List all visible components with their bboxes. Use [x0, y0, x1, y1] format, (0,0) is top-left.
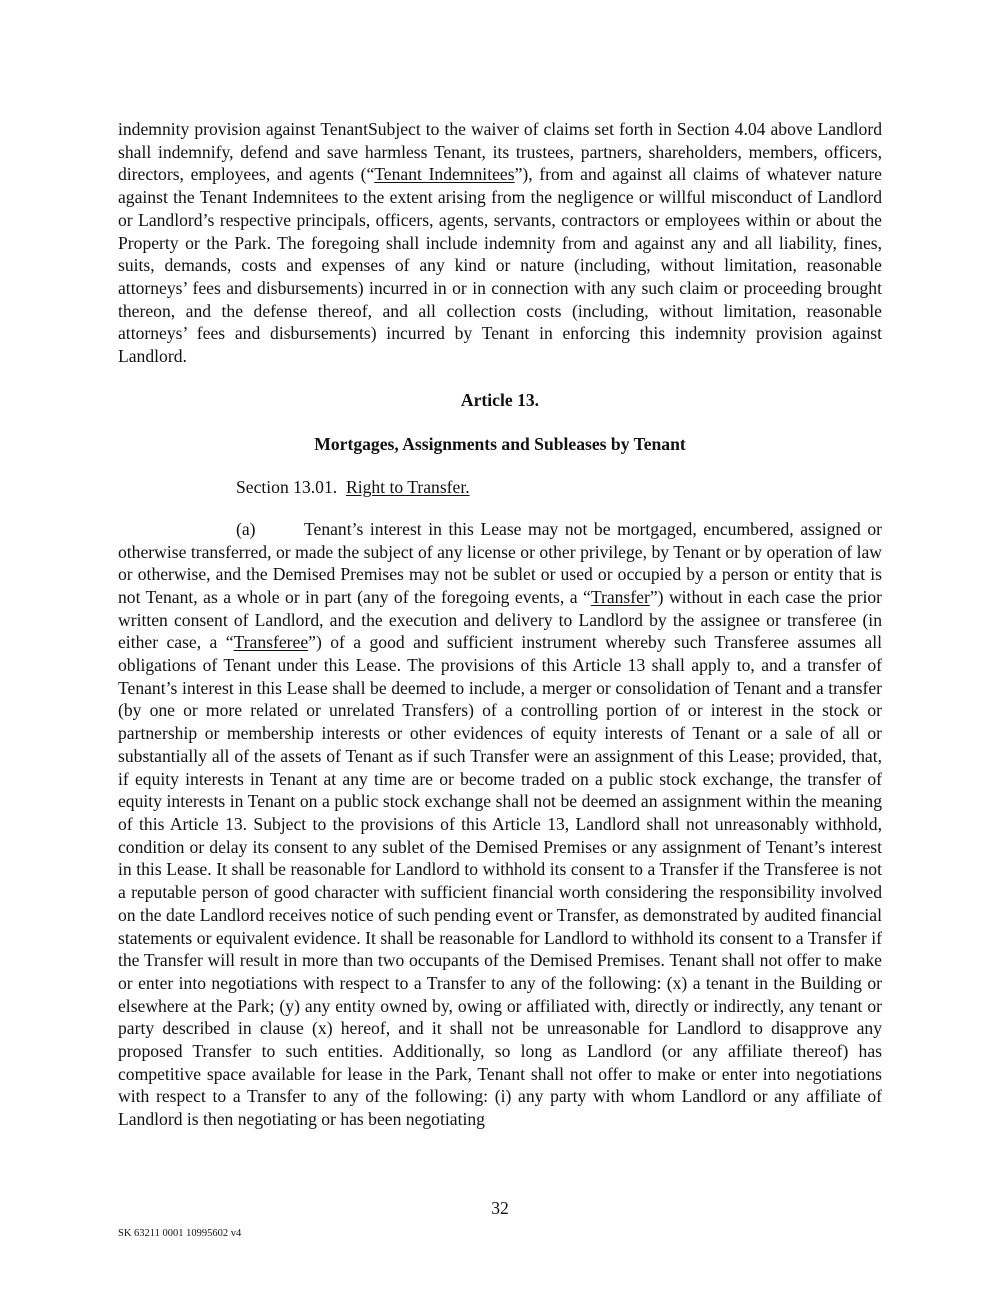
indemnity-text-part2: ”), from and against all claims of whatever nature against the Tenant Indemnitees to the extent arising from the negligence or willful misconduct of Landlord or Landlord’s respective principals, officers, agents, servants, contractors or employees within or about the Property or the Park. The foregoing shall include indemnity from and against any and all liability, fines, suits, demands, costs and expenses of any kind or nature (including, without limitation, reasonable attorneys’ fees and disbursements) incurred in or in connection with any such claim or proceeding brought thereon, and the defense thereof, and all collection costs (including, without limitation, reasonable attorneys’ fees and disbursements) incurred by Tenant in enforcing this indemnity provision against Landlord. — [118, 164, 882, 367]
clause-a-paragraph — [118, 518, 882, 1131]
indemnity-text-part1: indemnity provision against TenantSubject to the waiver of claims set forth in Section 4.04 above Landlord shall indemnify, defend and save harmless Tenant, its trustees, partners, shareholders, members, officers, directors, employees, and agents (“ — [118, 119, 882, 185]
article-title: Mortgages, Assignments and Subleases by Tenant — [314, 434, 686, 455]
document-page — [118, 118, 882, 1131]
article-heading: Article 13. — [460, 389, 540, 410]
section-heading — [118, 476, 882, 499]
defined-term-transfer: Transfer — [590, 586, 650, 607]
clause-a-text-part3: ”) of a good and sufficient instrument whereby such Transferee assumes all obligations of Tenant under this Lease. The provisions of this Article 13 shall apply to, and a transfer of Tenant’s interest in this Lease shall be deemed to include, a merger or consolidation of Tenant and a transfer (by one or more related or unrelated Transfers) of a controlling portion of or interest in the stock or partnership or membership interests or other evidences of equity interests of Tenant or a sale of all or substantially all of the assets of Tenant as if such Transfer were an assignment of this Lease; provided, that, if equity interests in Tenant at any time are or become traded on a public stock exchange, the transfer of equity interests in Tenant on a public stock exchange shall not be deemed an assignment within the meaning of this Article 13. Subject to the provisions of this Article 13, Landlord shall not unreasonably withhold, condition or delay its consent to any sublet of the Demised Premises or any assignment of Tenant’s interest in this Lease. It shall be reasonable for Landlord to withhold its consent to a Transfer if the Transferee is not a reputable person of good character with sufficient financial worth considering the responsibility involved on the date Landlord receives notice of such pending event or Transfer, as demonstrated by audited financial statements or equivalent evidence. It shall be reasonable for Landlord to withhold its consent to a Transfer if the Transfer will result in more than two occupants of the Demised Premises. Tenant shall not offer to make or enter into negotiations with respect to a Transfer to any of the following: (x) a tenant in the Building or elsewhere at the Park; (y) any entity owned by, owing or affiliated with, directly or indirectly, any tenant or party described in clause (x) hereof, and it shall not be unreasonable for Landlord to disapprove any proposed Transfer to such entities. Additionally, so long as Landlord (or any affiliate thereof) has competitive space available for lease in the Park, Tenant shall not offer to make or enter into negotiations with respect to a Transfer to any of the following: (i) any party with whom Landlord or any affiliate of Landlord is then negotiating or has been negotiating — [118, 632, 883, 1130]
clause-a-text-part2: ”) without in each case the prior written consent of Landlord, and the execution and delivery to Landlord by the assignee or transferee (in either case, a “ — [118, 586, 882, 653]
clause-a-text-part1: Tenant’s interest in this Lease may not be mortgaged, encumbered, assigned or otherwise transferred, or made the subject of any license or other privilege, by Tenant or by operation of law or otherwise, and the Demised Premises may not be sublet or used or occupied by a person or entity that is not Tenant, as a whole or in part (any of the foregoing events, a “ — [118, 518, 882, 607]
defined-term-tenant-indemnitees: Tenant Indemnitees — [374, 164, 515, 185]
section-title: Right to Transfer. — [345, 477, 470, 498]
defined-term-transferee: Transferee — [233, 632, 309, 653]
document-reference: SK 63211 0001 10995602 v4 — [118, 1228, 242, 1239]
section-label: Section 13.01. — [236, 477, 338, 498]
page-number: 32 — [491, 1198, 509, 1218]
indemnity-paragraph — [118, 118, 882, 368]
clause-a-label: (a) — [236, 518, 256, 539]
